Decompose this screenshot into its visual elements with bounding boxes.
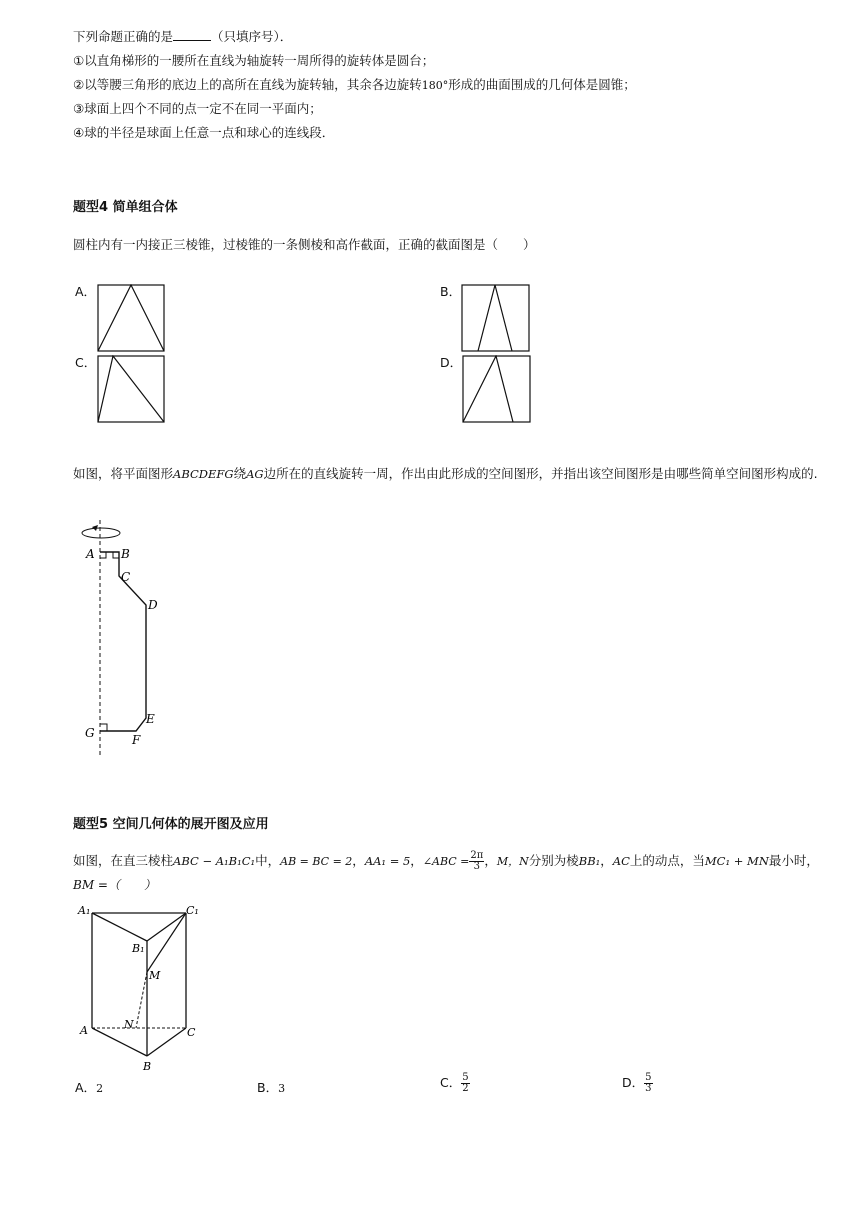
section4-title: 题型4 简单组合体 [73,200,178,215]
q5-edge1: BB₁ [578,854,601,868]
option-d-label: D． [440,355,463,370]
label-b1: B₁ [132,942,145,955]
q3-text-mid: 绕 [233,466,247,481]
option-c-figure[interactable] [97,355,167,425]
label-a: A [80,1024,88,1037]
q1-angle: 180° [421,79,449,92]
q1-stem-prefix: 下列命题正确的是 [73,29,174,44]
q3-axis-name: AG [246,467,264,481]
q5-mid4: 上的动点，当 [629,853,705,868]
q3-text-prefix: 如图，将平面图形 [73,466,174,481]
q5-mid1: 中， [255,853,281,868]
label-c: C [121,570,131,584]
q1-item-2-a: ②以等腰三角形的底边上的高所在直线为旋转轴，其余各边旋转 [73,77,422,92]
q5-option-d[interactable] [622,1073,653,1094]
q5-cond1: AB = BC = 2 [280,855,353,868]
label-a1: A₁ [78,904,91,917]
q5-option-a[interactable] [75,1078,103,1096]
section5-question-line2: BM =（ ） [73,878,156,892]
q1-stem-suffix: （只填序号）． [211,29,293,44]
q5-option-d-fraction: $\frac{5}{3}$ [645,1072,652,1094]
option-a-figure[interactable] [97,284,167,354]
q5-option-b-value: 3 [278,1082,286,1095]
q5-option-a-value: 2 [96,1082,104,1095]
q5-option-b[interactable] [257,1078,285,1096]
rotation-arrow-icon [82,528,120,538]
q5-option-c-fraction: $\frac{5}{2}$ [462,1072,469,1094]
q1-item-3: ③球面上四个不同的点一定不在同一平面内； [73,101,322,116]
section5-title: 题型5 空间几何体的展开图及应用 [73,817,269,832]
rotation-figure [80,518,190,763]
label-c: C [187,1026,196,1039]
q3-shape-name: ABCDEFG [173,467,234,481]
q3-text [73,464,818,482]
label-b: B [143,1060,152,1073]
q5-expr: MC₁ + MN [704,854,769,868]
q1-item-2-b: 形成的曲面围成的几何体是圆锥； [448,77,636,92]
section5-question-line1: 如图，在直三棱柱ABC − A₁B₁C₁中，AB = BC = 2，AA₁ = 5，∠ABC = $\frac{2\pi}{3}$ ，M，N分别为棱BB₁，AC上的动点，当MC₁ + MN最小时， [73,850,819,872]
q5-option-d-label: D． [622,1075,645,1090]
option-b-figure[interactable] [461,284,533,354]
q5-prefix: 如图，在直三棱柱 [73,853,174,868]
label-a: A [86,547,95,561]
answer-blank[interactable] [173,28,211,41]
q5-points: M，N [496,855,529,868]
label-f: F [132,733,141,747]
label-b: B [121,547,130,561]
q5-prism: ABC − A₁B₁C₁ [173,854,256,868]
option-c-label: C． [75,355,97,370]
q1-stem [73,27,292,45]
q5-option-c[interactable] [440,1073,470,1094]
q5-option-a-label: A． [75,1080,97,1095]
q1-item-1: ①以直角梯形的一腰所在直线为轴旋转一周所得的旋转体是圆台； [73,53,435,68]
q5-mid3: 分别为棱 [528,853,579,868]
q1-item-4: ④球的半径是球面上任意一点和球心的连线段． [73,125,335,140]
q5-option-b-label: B． [257,1080,279,1095]
label-e: E [146,712,155,726]
option-b-label: B． [440,284,462,299]
section4-question: 圆柱内有一内接正三棱锥，过棱锥的一条侧棱和高作截面，正确的截面图是（ ） [73,237,536,252]
label-c1: C₁ [186,904,199,917]
q5-edge2: AC [612,854,630,868]
q5-cond2: AA₁ = 5 [364,854,411,868]
q5-angle-fraction: $\frac{2\pi}{3}$ [470,850,484,872]
q5-mid5: 最小时， [768,853,819,868]
q3-text-suffix: 边所在的直线旋转一周，作出由此形成的空间图形，并指出该空间图形是由哪些简单空间图形构成的. [263,466,818,481]
label-m: M [149,969,161,982]
prism-figure [74,900,209,1075]
q5-cond3: ∠ABC = [422,855,470,868]
q5-option-c-label: C． [440,1075,462,1090]
option-d-figure[interactable] [462,355,534,425]
label-n: N [124,1018,134,1031]
label-g: G [85,726,95,740]
option-a-label: A． [75,284,97,299]
q1-item-2 [73,75,636,93]
label-d: D [148,598,158,612]
